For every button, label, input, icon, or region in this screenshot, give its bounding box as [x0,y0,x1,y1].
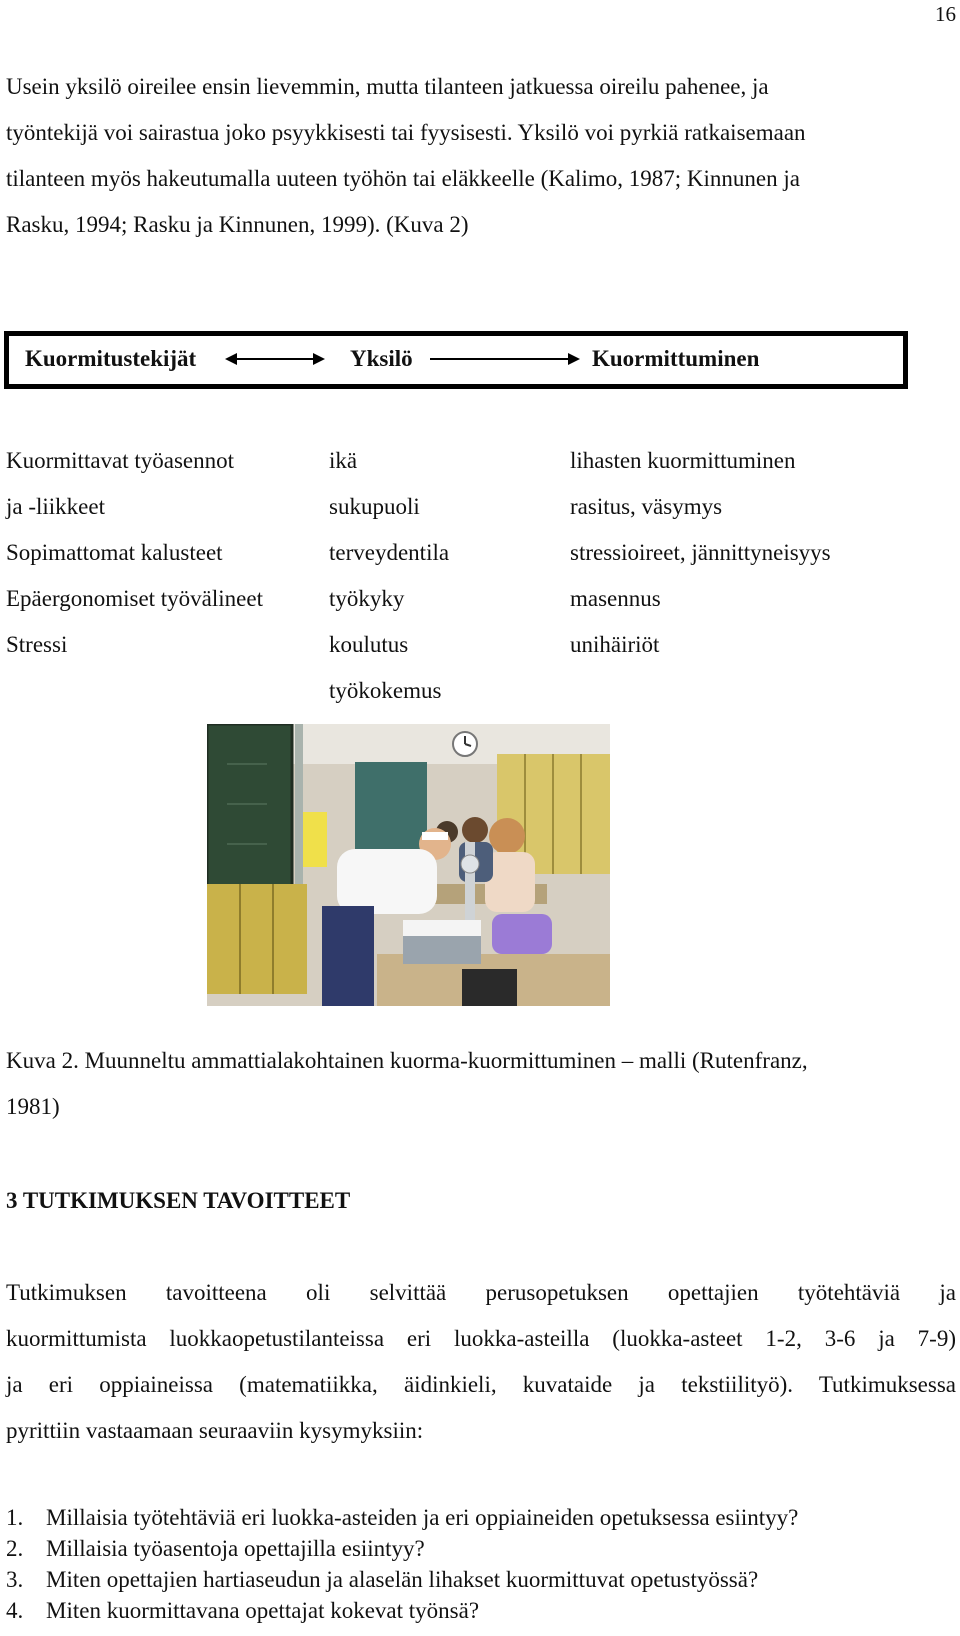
question-number: 2. [6,1536,24,1561]
section-heading: 3 TUTKIMUKSEN TAVOITTEET [6,1188,351,1213]
individual-item: ikä [329,448,358,473]
model-label-factors: Kuormitustekijät [25,346,197,371]
individual-item: työkokemus [329,678,442,703]
question-number: 3. [6,1567,24,1592]
intro-line-3: tilanteen myös hakeutumalla uuteen työhön tai eläkkeelle (Kalimo, 1987; Kinnunen ja [6,166,800,191]
strain-item: rasitus, väsymys [570,494,723,519]
model-label-individual: Yksilö [350,346,413,371]
goals-line-3: ja eri oppiaineissa (matematiikka, äidinkieli, kuvataide ja tekstiilityö). Tutkimuksessa [6,1372,956,1397]
question-text: Millaisia työasentoja opettajilla esiintyy? [46,1536,425,1561]
individual-item: terveydentila [329,540,450,565]
question-number: 4. [6,1598,24,1623]
classroom-photo-illustration [207,724,610,1006]
page-number: 16 [935,2,956,26]
intro-line-1: Usein yksilö oireilee ensin lievemmin, mutta tilanteen jatkuessa oireilu pahenee, ja [6,74,769,99]
double-arrow-icon [225,349,325,369]
individual-item: sukupuoli [329,494,420,519]
strain-item: lihasten kuormittuminen [570,448,796,473]
individual-item: työkyky [329,586,405,611]
question-number: 1. [6,1505,24,1530]
right-arrow-icon [430,349,580,369]
figure-caption-line-2: 1981) [6,1094,60,1119]
classroom-photo [207,724,610,1006]
factors-item: Kuormittavat työasennot [6,448,235,473]
strain-item: unihäiriöt [570,632,660,657]
factors-item: ja -liikkeet [6,494,105,519]
model-label-strain: Kuormittuminen [592,346,760,371]
goals-line-1: Tutkimuksen tavoitteena oli selvittää perusopetuksen opettajien työtehtäviä ja [6,1280,956,1305]
factors-item: Stressi [6,632,68,657]
strain-item: masennus [570,586,661,611]
factors-item: Sopimattomat kalusteet [6,540,223,565]
question-text: Miten opettajien hartiaseudun ja alaselän lihakset kuormittuvat opetustyössä? [46,1567,759,1592]
figure-caption-line-1: Kuva 2. Muunneltu ammattialakohtainen kuorma-kuormittuminen – malli (Rutenfranz, [6,1048,808,1073]
intro-line-4: Rasku, 1994; Rasku ja Kinnunen, 1999). (Kuva 2) [6,212,469,237]
question-text: Miten kuormittavana opettajat kokevat työnsä? [46,1598,480,1623]
individual-item: koulutus [329,632,409,657]
strain-item: stressioireet, jännittyneisyys [570,540,831,565]
question-text: Millaisia työtehtäviä eri luokka-asteiden ja eri oppiaineiden opetuksessa esiintyy? [46,1505,799,1530]
goals-line-2: kuormittumista luokkaopetustilanteissa eri luokka-asteilla (luokka-asteet 1-2, 3-6 ja 7-9) [6,1326,956,1351]
factors-item: Epäergonomiset työvälineet [6,586,263,611]
intro-line-2: työntekijä voi sairastua joko psyykkisesti tai fyysisesti. Yksilö voi pyrkiä ratkaisemaan [6,120,806,145]
goals-line-4: pyrittiin vastaamaan seuraaviin kysymyksiin: [6,1418,424,1443]
